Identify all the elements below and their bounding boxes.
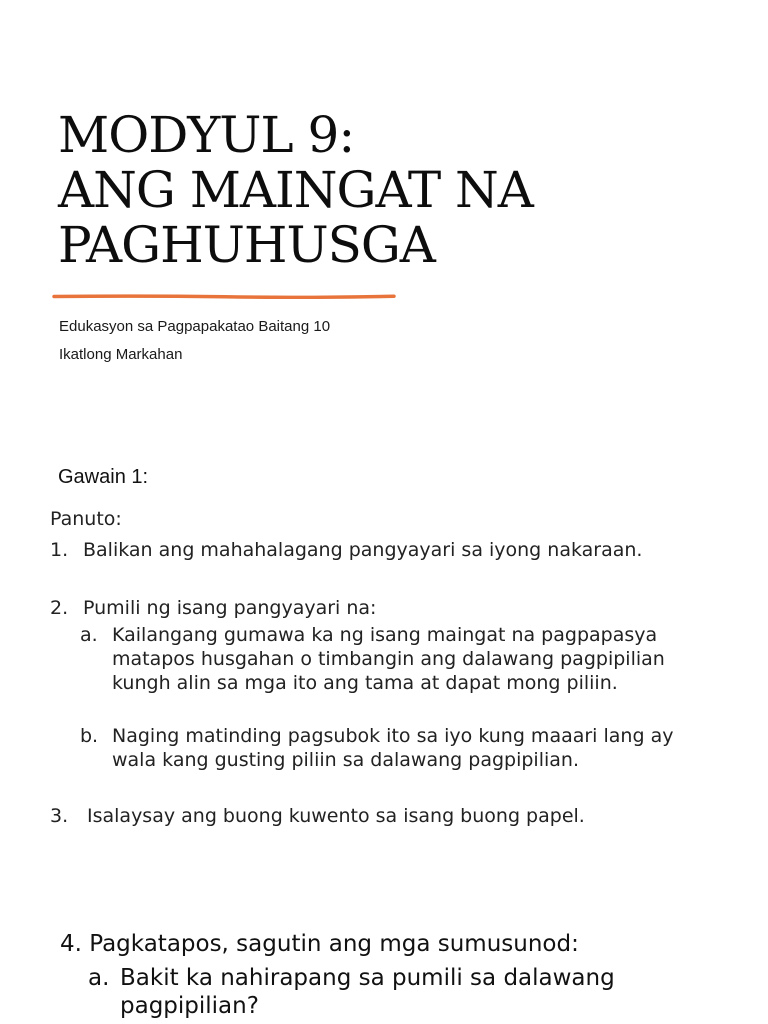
instruction-number: 3.	[50, 805, 69, 827]
accent-underline	[52, 294, 396, 299]
instruction-subitem-b	[80, 724, 680, 772]
instructions-label: Panuto:	[50, 508, 122, 530]
instruction-text: Naging matinding pagsubok ito sa iyo kung maaari lang ay wala kang gusting piliin sa dalawang pagpipilian.	[112, 725, 674, 771]
question-letter: a.	[88, 965, 110, 991]
instruction-item-3	[50, 804, 690, 828]
instruction-text: Kailangang gumawa ka ng isang maingat na pagpapasya matapos husgahan o timbangin ang dalawang pagpipilian kungh alin sa mga ito ang tama at dapat mong piliin.	[112, 624, 665, 694]
instruction-text: Pumili ng isang pangyayari na:	[83, 597, 377, 619]
instruction-item-2	[50, 596, 650, 620]
subject-line: Edukasyon sa Pagpapakatao Baitang 10	[59, 318, 331, 335]
module-title-line-2: ANG MAINGAT NA	[58, 161, 533, 219]
module-title	[58, 108, 533, 273]
question-text: Bakit ka nahirapang sa pumili sa dalawang pagpipilian?	[120, 965, 615, 1019]
activity-heading: Gawain 1:	[58, 466, 149, 488]
instruction-item-1	[50, 538, 650, 562]
module-title-line-3: PAGHUHUSGA	[58, 216, 435, 274]
quarter-line: Ikatlong Markahan	[59, 346, 183, 363]
accent-underline-stroke	[54, 296, 394, 297]
instruction-text: Balikan ang mahahalagang pangyayari sa iyong nakaraan.	[83, 539, 643, 561]
instruction-letter: b.	[80, 725, 99, 747]
instruction-subitem-a	[80, 623, 680, 695]
module-title-line-1: MODYUL 9:	[58, 106, 355, 164]
instruction-number: 1.	[50, 539, 69, 561]
question-a	[88, 964, 708, 1020]
instruction-number: 2.	[50, 597, 69, 619]
instruction-letter: a.	[80, 624, 98, 646]
question-intro: 4. Pagkatapos, sagutin ang mga sumusunod:	[60, 931, 579, 957]
instruction-text: Isalaysay ang buong kuwento sa isang buong papel.	[87, 805, 585, 827]
